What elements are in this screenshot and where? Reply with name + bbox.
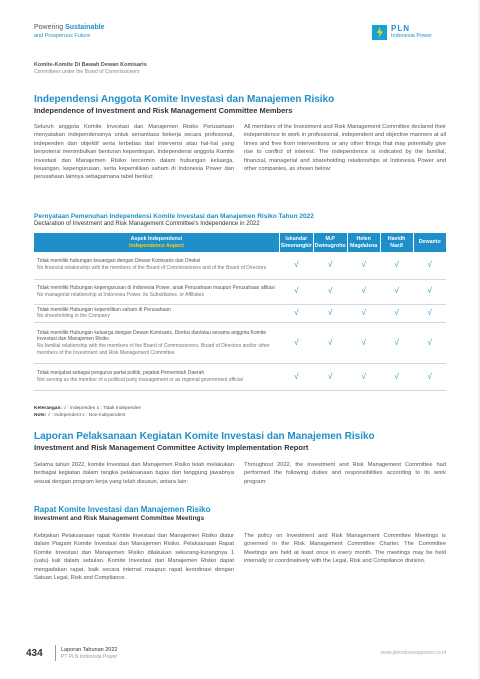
aspect-text-en: Not serving as the member of a political party management or as regional government official — [37, 377, 243, 384]
aspect-text-id: Tidak memiliki Hubungan kepemilikan saham di Perusahaan — [37, 306, 171, 313]
check-cell: √ — [413, 364, 446, 391]
check-cell: √ — [313, 279, 347, 304]
check-cell: √ — [380, 252, 413, 279]
notes-en: Note: √ : Independent x : Non-independent — [34, 412, 126, 418]
aspect-header: Aspek Independensi Independence Aspect — [34, 233, 279, 252]
check-cell: √ — [313, 323, 347, 364]
member-header: Dewanto — [413, 233, 446, 252]
table-row — [34, 279, 446, 304]
check-cell: √ — [347, 364, 380, 391]
page-number: 434 — [26, 648, 43, 659]
check-cell: √ — [413, 323, 446, 364]
aspect-text-id: Tidak memiliki Hubungan kepengurusan di Indonesia Power, anak Perusahaan maupun Perusahaan afiliasi — [37, 284, 275, 291]
check-cell: √ — [347, 323, 380, 364]
lightning-logo-icon — [372, 25, 387, 40]
aspect-text-en: No managerial relationship at Indonesia Power, its Subsidiaries, or Affiliates — [37, 291, 204, 298]
independence-table — [34, 233, 446, 391]
table-notes — [34, 406, 141, 419]
member-header: Helen Magdalena — [347, 233, 380, 252]
check-cell: √ — [413, 304, 446, 323]
meetings-paragraph-en: The policy on Investment and Risk Management Committee Meetings is governed in the Risk Management Committee Charter. The Committee Meetings are held at least once in every month. The meetings may be held internally or coordinatively with the Legal, Risk and Compliance division. — [244, 533, 446, 565]
member-header: M.P Dwinugroho — [313, 233, 347, 252]
check-cell: √ — [413, 279, 446, 304]
check-cell: √ — [347, 252, 380, 279]
table-row — [34, 304, 446, 323]
aspect-text-en: No shareholding in the Company — [37, 313, 110, 320]
page-header — [34, 24, 446, 48]
member-header: Havidh Nazif — [380, 233, 413, 252]
check-cell: √ — [313, 364, 347, 391]
statement-title: Pernyataan Pemenuhan Independensi Komite Investasi dan Manajemen Risiko Tahun 2022 — [34, 213, 314, 220]
tagline: Powering Sustainable — [34, 24, 105, 31]
independence-heading — [34, 94, 334, 115]
section-tag-id: Komite-Komite Di Bawah Dewan Komisaris — [34, 62, 147, 68]
report-title: Laporan Pelaksanaan Kegiatan Komite Investasi dan Manajemen Risiko — [34, 431, 375, 442]
aspect-text-id: Tidak menjabat sebagai pengurus partai politik, pejabat Pemerintah Daerah — [37, 370, 205, 377]
check-cell: √ — [413, 252, 446, 279]
footer-report-title: Laporan Tahunan 2022 — [61, 647, 118, 653]
aspect-cell — [34, 323, 279, 364]
footer-company: PT PLN Indonesia Power — [61, 654, 118, 660]
check-cell: √ — [279, 279, 313, 304]
check-cell: √ — [313, 304, 347, 323]
member-header: Iskandar Simorangkir — [279, 233, 313, 252]
check-cell: √ — [279, 323, 313, 364]
check-cell: √ — [380, 364, 413, 391]
check-cell: √ — [380, 304, 413, 323]
table-row — [34, 364, 446, 391]
meetings-heading — [34, 505, 211, 522]
section-tag-en: Committees under the Board of Commissioners — [34, 69, 140, 75]
check-cell: √ — [279, 364, 313, 391]
table-row — [34, 323, 446, 364]
statement-heading — [34, 213, 314, 227]
aspect-text-id: Tidak memiliki Hubungan keluarga dengan Dewan Komisaris, Direksi dan/atau sesama anggota Komite Investasi dan Manajemen Risiko — [37, 329, 267, 343]
table-row — [34, 252, 446, 279]
notes-id: Keterangan: √ : Independen x : Tidak Independen — [34, 406, 142, 411]
aspect-cell — [34, 364, 279, 391]
independence-subtitle: Independence of Investment and Risk Management Committee Members — [34, 106, 293, 115]
aspect-text-en: No financial relationship with the members of the Board of Commissioners and of the Board of Directors — [37, 265, 267, 272]
check-cell: √ — [380, 279, 413, 304]
meetings-title: Rapat Komite Investasi dan Manajemen Risiko — [34, 505, 211, 514]
footer-divider — [55, 645, 56, 661]
report-heading — [34, 431, 375, 452]
logo-subtitle: Indonesia Power — [391, 33, 432, 39]
check-cell: √ — [313, 252, 347, 279]
aspect-text-en: No familial relationship with the members of the Board of Commissioners, Board of Directors and/or other members of the Investment and Risk Management Committee — [37, 343, 270, 356]
logo-title: PLN — [391, 24, 410, 33]
independence-paragraph-id: Seluruh anggota Komite Investasi dan Manajemen Risiko Perusahaan menyatakan independensinya untuk senantiasa bekerja secara profesional, independen dan objektif serta terbebas dari intervensi atau hal-hal yang berpotensi menimbulkan benturan kepentingan. Independensi anggota Komite Investasi dan Manajemen Risiko tercermin dalam hubungan keluarga, keuangan, kepengurusan, serta kepemilikan saham di Indonesia Power dan perusahaan lainnya sebagaimana tabel berikut: — [34, 124, 234, 181]
aspect-cell — [34, 279, 279, 304]
check-cell: √ — [279, 304, 313, 323]
independence-paragraph-en: All members of the Investment and Risk Management Committee declared their independence to work in professional, independent and objective manners at all times and free from interventions or any other things that may potentially give rise to conflict of interest. The independence is indicated by the familial, financial, managerial and shareholding relationships at Indonesia Power and other companies, as shown below: — [244, 124, 446, 173]
statement-subtitle: Declaration of Investment and Risk Management Committee's Independence in 2022 — [34, 221, 260, 227]
aspect-cell — [34, 252, 279, 279]
section-tag — [34, 62, 147, 75]
check-cell: √ — [279, 252, 313, 279]
check-cell: √ — [380, 323, 413, 364]
report-paragraph-en: Throughout 2022, the Investment and Risk Management Committee had performed the following duties and responsibilities according to its work program: — [244, 462, 446, 485]
aspect-text-id: Tidak memiliki hubungan keuangan dengan Dewan Komisaris dan Direksi — [37, 258, 201, 265]
report-subtitle: Investment and Risk Management Committee Activity Implementation Report — [34, 443, 309, 452]
check-cell: √ — [347, 304, 380, 323]
meetings-subtitle: Investment and Risk Management Committee Meetings — [34, 515, 205, 522]
pln-logo — [372, 24, 446, 42]
meetings-paragraph-id: Kebijakan Pelaksanaan rapat Komite Investasi dan Manajemen Risiko diatur dalam Piagam Komite Investasi dan Manajemen Risiko. Pelaksanaan Rapat Komite Investasi dan Manajemen Risiko dilakukan sekurang-kurangnya 1 (satu) kali dalam sebulan. Komite Investasi dan Manajemen Risiko dapat mengadakan rapat, baik secara internal maupun rapat koordinasi dengan Satuan Legal, Risk and Compliance. — [34, 533, 234, 582]
tagline-sub: and Prosperous Future — [34, 33, 91, 39]
report-paragraph-id: Selama tahun 2022, komite Investasi dan Manajemen Risiko telah melakukan berbagai kegiatan dalam rangka pelaksanaan tugas dan tanggung jawabnya sesuai dengan program kerja yang telah disusun, antara lain: — [34, 462, 234, 485]
aspect-cell — [34, 304, 279, 323]
independence-title: Independensi Anggota Komite Investasi dan Manajemen Risiko — [34, 94, 335, 105]
check-cell: √ — [347, 279, 380, 304]
footer-url: www.plnindonesiapower.co.id — [380, 650, 446, 656]
table-header-row — [34, 233, 446, 252]
